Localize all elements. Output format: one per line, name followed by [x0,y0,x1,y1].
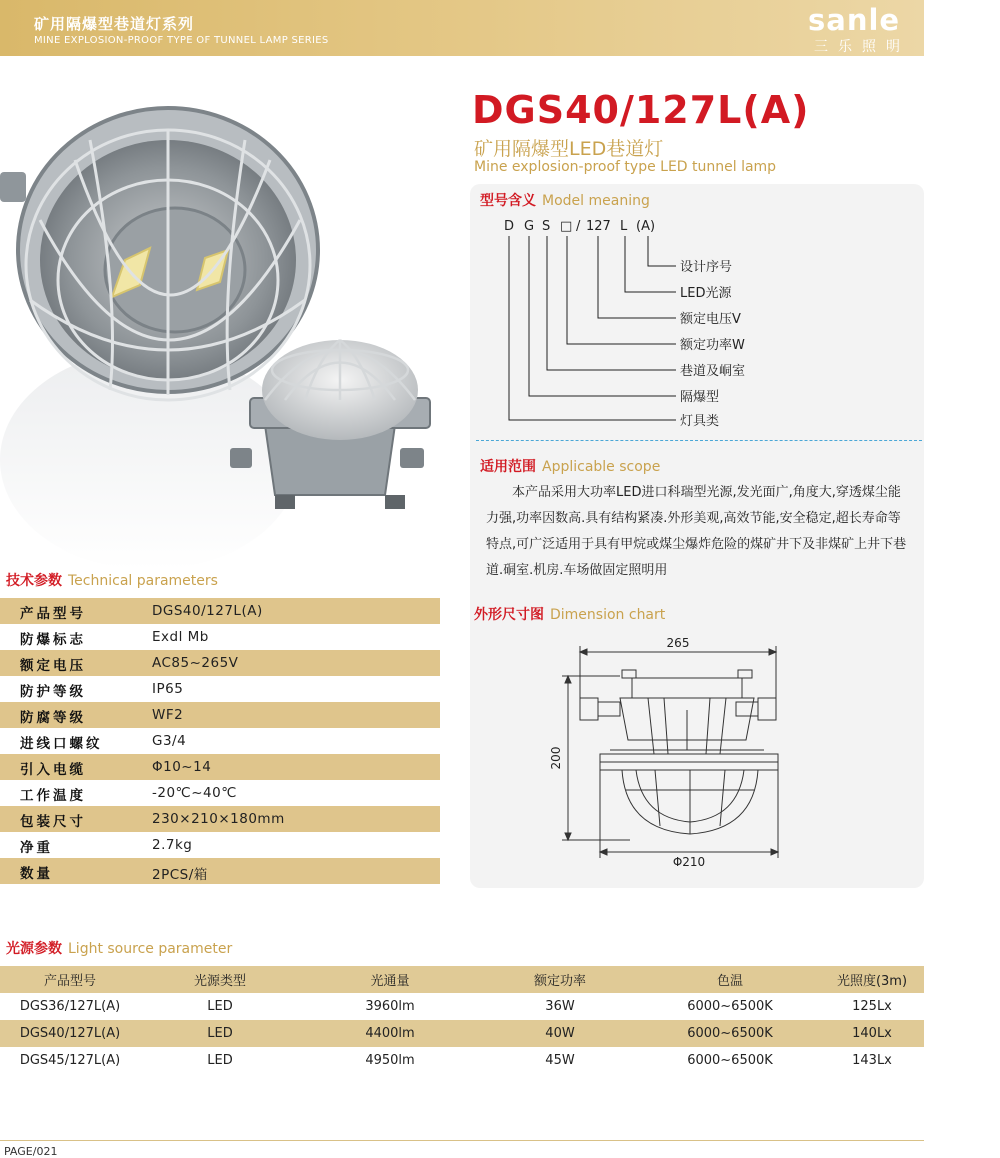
column-header: 光照度(3m) [836,974,908,989]
param-value: Φ10~14 [152,759,212,775]
footer-divider [0,1140,924,1141]
table-cell: LED [207,999,233,1014]
table-row [0,754,440,780]
table-cell: 36W [545,999,575,1014]
param-name: 额定电压 [20,658,86,674]
product-model-title: DGS40/127L(A) [472,88,810,132]
table-row [0,780,440,806]
param-value: G3/4 [152,733,187,749]
dimension-diameter-label: Φ210 [672,855,706,869]
code-power: □ [560,219,573,234]
table-cell: 45W [545,1053,575,1068]
table-row [0,1020,924,1047]
scope-description: 本产品采用大功率LED进口科瑞型光源,发光面广,角度大,穿透煤尘能力强,功率因数高.具有结构紧凑.外形美观,高效节能,安全稳定,超长寿命等特点,可广泛适用于具有甲烷或煤尘爆炸危险的煤矿井下及非煤矿上井下巷道.硐室.机房.车场做固定照明用 [486,485,907,578]
table-cell: 6000~6500K [687,999,773,1014]
table-cell: 6000~6500K [687,1053,773,1068]
code-s: S [542,219,551,234]
param-name: 产品型号 [20,606,86,622]
table-cell: 40W [545,1026,575,1041]
param-name: 工作温度 [20,788,86,804]
param-value: 2PCS/箱 [152,867,208,883]
table-row [0,624,440,650]
table-row [0,993,924,1020]
column-header: 光通量 [370,974,410,989]
brand-logo: sanle [808,3,901,37]
param-value: 230×210×180mm [152,811,285,827]
param-name: 净重 [20,840,53,856]
param-name: 防护等级 [20,684,86,700]
label-design-number: 设计序号 [680,260,733,275]
param-name: 进线口螺纹 [20,736,103,752]
param-name: 防爆标志 [20,632,86,648]
label-tunnel-chamber: 巷道及峒室 [680,364,746,379]
product-name-en: Mine explosion-proof type LED tunnel lamp [474,159,777,175]
param-value: AC85~265V [152,655,239,671]
param-value: Exdl Mb [152,629,209,645]
column-header: 产品型号 [43,974,96,989]
table-cell: 3960lm [365,999,415,1014]
param-value: DGS40/127L(A) [152,603,263,619]
light-source-table [0,966,924,1074]
table-cell: 143Lx [852,1053,892,1068]
model-meaning-heading-cn: 型号含义 [480,193,536,209]
param-name: 引入电缆 [20,762,86,778]
table-cell: DGS45/127L(A) [19,1053,121,1068]
scope-heading-en: Applicable scope [542,459,661,475]
param-name: 包装尺寸 [20,814,86,830]
table-cell: DGS40/127L(A) [19,1026,121,1041]
param-name: 数量 [20,866,53,882]
model-meaning-heading [480,190,650,210]
table-row [0,1047,924,1074]
param-name: 防腐等级 [20,710,86,726]
table-cell: DGS36/127L(A) [19,999,121,1014]
dimension-heading-cn: 外形尺寸图 [474,607,544,623]
code-slash: / [576,219,581,234]
table-row [0,728,440,754]
code-voltage: 127 [586,219,611,234]
table-cell: LED [207,1026,233,1041]
column-header: 光源类型 [193,974,246,989]
header-banner [0,0,924,56]
product-photo [0,100,448,570]
technical-heading [6,570,218,590]
scope-heading-cn: 适用范围 [480,459,536,475]
table-cell: 6000~6500K [687,1026,773,1041]
dimension-width-label: 265 [666,636,690,650]
column-header: 色温 [716,974,743,989]
series-title-en: MINE EXPLOSION-PROOF TYPE OF TUNNEL LAMP SERIES [34,35,329,46]
table-row [0,832,440,858]
label-lamp-class: 灯具类 [680,414,720,429]
table-cell: 4950lm [365,1053,415,1068]
model-meaning-diagram [470,210,870,434]
label-led-source: LED光源 [680,286,732,301]
param-value: 2.7kg [152,837,193,853]
code-d: D [504,219,515,234]
scope-heading [480,456,660,476]
table-row [0,858,440,884]
code-a: (A) [636,219,656,234]
technical-table [0,598,440,884]
column-header: 额定功率 [533,974,586,989]
page-number: PAGE/021 [4,1145,58,1158]
technical-heading-en: Technical parameters [68,573,218,589]
dimension-heading [474,604,665,624]
table-row [0,806,440,832]
light-source-heading-cn: 光源参数 [6,941,62,957]
label-explosion-proof: 隔爆型 [680,390,720,405]
light-source-heading-en: Light source parameter [68,941,233,957]
table-cell: 125Lx [852,999,892,1014]
table-row [0,676,440,702]
dimension-heading-en: Dimension chart [550,607,666,623]
section-divider [476,440,922,441]
series-title-cn: 矿用隔爆型巷道灯系列 [34,15,195,33]
param-value: -20℃~40℃ [152,785,237,801]
param-value: WF2 [152,707,184,723]
table-cell: LED [207,1053,233,1068]
param-value: IP65 [152,681,184,697]
model-meaning-heading-en: Model meaning [542,193,650,209]
table-row [0,598,440,624]
table-cell: 140Lx [852,1026,892,1041]
table-row [0,650,440,676]
code-g: G [524,219,535,234]
label-rated-power: 额定功率W [680,338,745,353]
dimension-height-label: 200 [549,746,563,770]
table-row [0,702,440,728]
light-source-heading [6,938,232,958]
technical-heading-cn: 技术参数 [6,573,62,589]
brand-logo-cn: 三乐照明 [814,39,910,55]
code-l: L [620,219,628,234]
table-cell: 4400lm [365,1026,415,1041]
label-rated-voltage: 额定电压V [680,312,741,327]
dimension-chart [540,630,800,874]
product-name-cn: 矿用隔爆型LED巷道灯 [474,138,664,160]
table-header-row [0,966,924,993]
